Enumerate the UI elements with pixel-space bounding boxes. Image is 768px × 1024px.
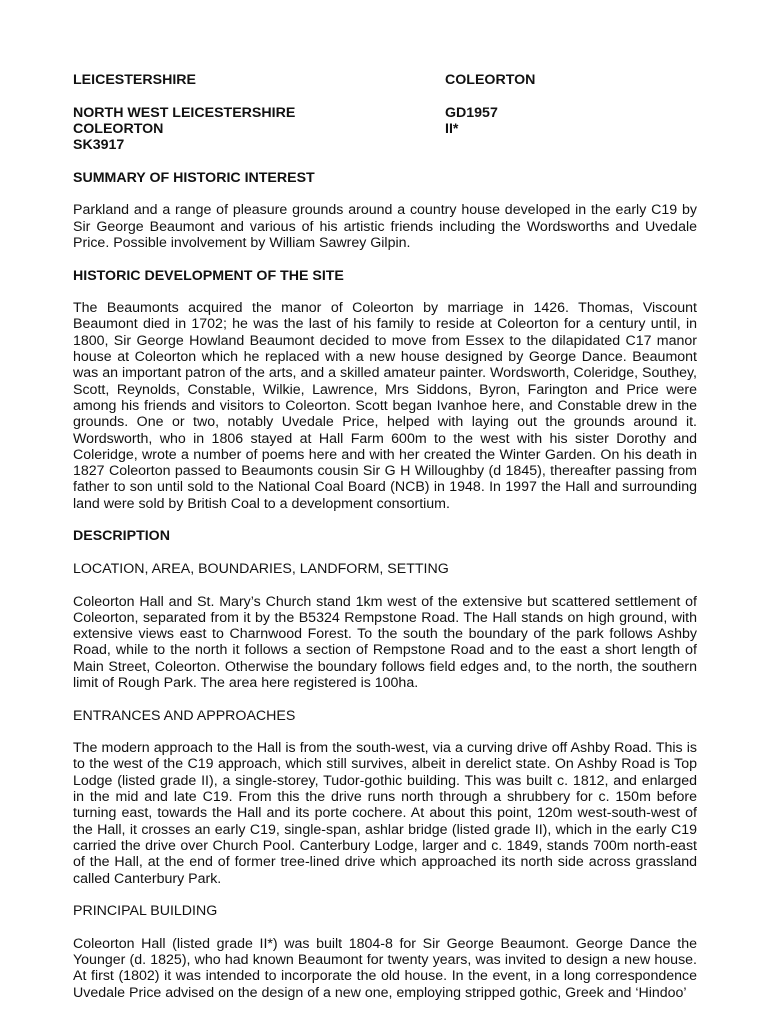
summary-paragraph: Parkland and a range of pleasure grounds around a country house developed in the early C19 by Sir George Beaumont and various of his artistic friends including the Wordsworths and Uvedale Price. Possible involvement by William Sawrey Gilpin. — [73, 202, 697, 251]
reference-label: GD1957 — [445, 104, 498, 121]
district-label: NORTH WEST LEICESTERSHIRE — [73, 104, 296, 121]
history-heading: HISTORIC DEVELOPMENT OF THE SITE — [73, 267, 344, 284]
description-heading: DESCRIPTION — [73, 528, 170, 545]
grade-label: II* — [445, 120, 459, 137]
header-row-county — [73, 72, 697, 88]
grid-ref-label: SK3917 — [73, 137, 125, 154]
parish-label: COLEORTON — [73, 120, 164, 137]
site-name-label: COLEORTON — [445, 72, 536, 88]
county-label: LEICESTERSHIRE — [73, 72, 196, 88]
header-row-parish — [73, 121, 697, 137]
location-paragraph: Coleorton Hall and St. Mary’s Church stand 1km west of the extensive but scattered settlement of Coleorton, separated from it by the B5324 Rempstone Road. The Hall stands on high ground, with extensive views east to Charnwood Forest. To the south the boundary of the park follows Ashby Road, while to the north it follows a section of Rempstone Road and to the east a short length of Main Street, Coleorton. Otherwise the boundary follows field edges and, to the north, the southern limit of Rough Park. The area here registered is 100ha. — [73, 593, 697, 691]
location-heading: LOCATION, AREA, BOUNDARIES, LANDFORM, SETTING — [73, 560, 449, 577]
entrances-heading: ENTRANCES AND APPROACHES — [73, 707, 296, 724]
history-paragraph: The Beaumonts acquired the manor of Coleorton by marriage in 1426. Thomas, Viscount Beaumont died in 1702; he was the last of his family to reside at Coleorton for a century until, in 1800, Sir George Howland Beaumont decided to move from Essex to the dilapidated C17 manor house at Coleorton which he replaced with a new house designed by George Dance. Beaumont was an important patron of the arts, and a skilled amateur painter. Wordsworth, Coleridge, Southey, Scott, Reynolds, Constable, Wilkie, Lawrence, Mrs Siddons, Byron, Farington and Price were among his friends and visitors to Coleorton. Scott began Ivanhoe here, and Constable drew in the grounds. One or two, notably Uvedale Price, helped with laying out the grounds around it. Wordsworth, who in 1806 stayed at Hall Farm 600m to the west with his sister Dorothy and Coleridge, wrote a number of poems here and with her created the Winter Garden. On his death in 1827 Coleorton passed to Beaumonts cousin Sir G H Willoughby (d 1845), thereafter passing from father to son until sold to the National Coal Board (NCB) in 1948. In 1997 the Hall and surrounding land were sold by British Coal to a development consortium. — [73, 300, 697, 512]
building-heading: PRINCIPAL BUILDING — [73, 903, 218, 920]
building-paragraph: Coleorton Hall (listed grade II*) was built 1804-8 for Sir George Beaumont. George Dance the Younger (d. 1825), who had known Beaumont for twenty years, was invited to design a new house. At first (1802) it was intended to incorporate the old house. In the event, in a long correspondence Uvedale Price advised on the design of a new one, employing stripped gothic, Greek and ‘Hindoo’ — [73, 935, 697, 1001]
document-page — [73, 72, 697, 1001]
header-row-gridref — [73, 137, 697, 153]
header-row-district — [73, 105, 697, 121]
entrances-paragraph: The modern approach to the Hall is from the south-west, via a curving drive off Ashby Road. This is to the west of the C19 approach, which still survives, albeit in derelict state. On Ashby Road is Top Lodge (listed grade II), a single-storey, Tudor-gothic building. This was built c. 1812, and enlarged in the mid and late C19. From this the drive runs north through a shrubbery for c. 150m before turning east, towards the Hall and its porte cochere. At about this point, 120m west-south-west of the Hall, it crosses an early C19, single-span, ashlar bridge (listed grade II), which in the early C19 carried the drive over Church Pool. Canterbury Lodge, larger and c. 1849, stands 700m north-east of the Hall, at the end of former tree-lined drive which approached its north side across grassland called Canterbury Park. — [73, 740, 697, 887]
summary-heading: SUMMARY OF HISTORIC INTEREST — [73, 169, 315, 186]
